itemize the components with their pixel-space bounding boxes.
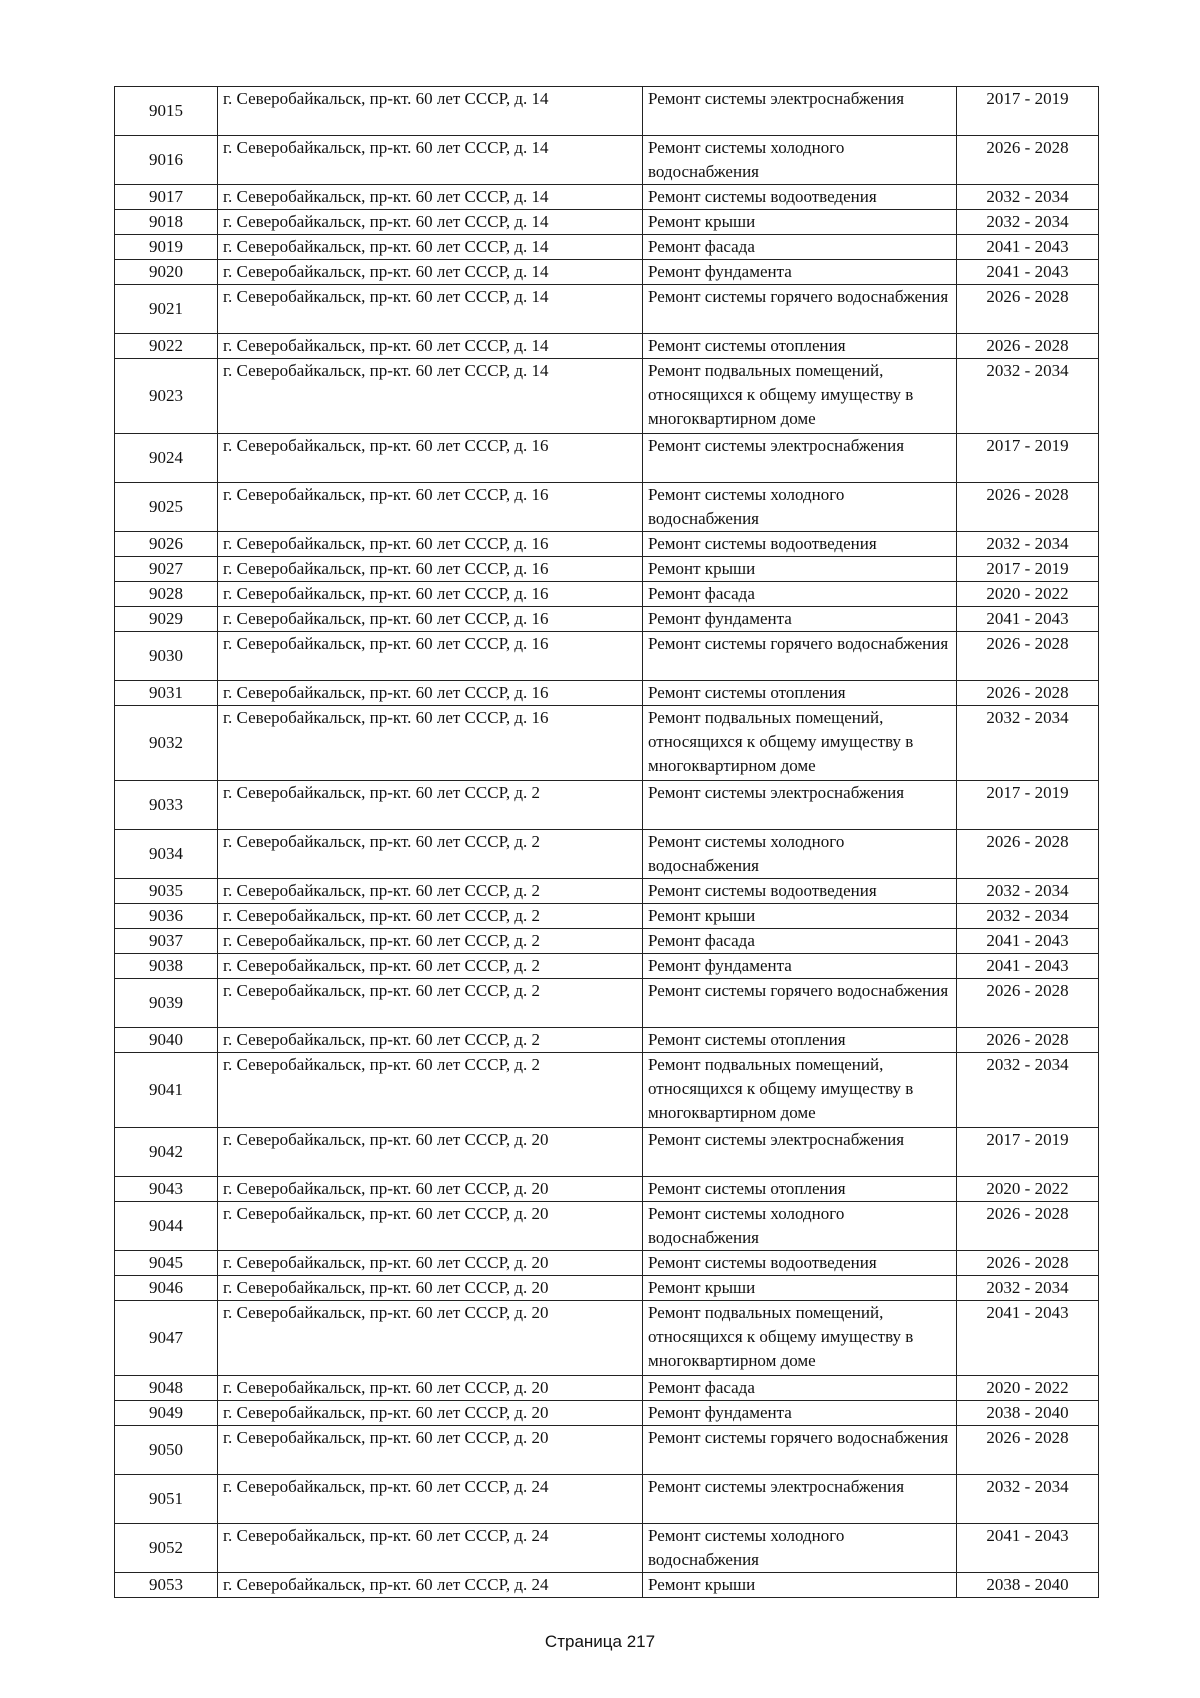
period-cell: 2032 - 2034 — [957, 1053, 1099, 1128]
table-row — [115, 781, 1099, 830]
address-cell: г. Северобайкальск, пр-кт. 60 лет СССР, д. 2 — [218, 879, 643, 904]
row-number-cell: 9017 — [115, 185, 218, 210]
row-number-cell: 9053 — [115, 1573, 218, 1598]
table-row — [115, 632, 1099, 681]
work-type-cell: Ремонт системы водоотведения — [643, 1251, 957, 1276]
work-type-cell: Ремонт системы электроснабжения — [643, 1128, 957, 1177]
table-row — [115, 532, 1099, 557]
address-cell: г. Северобайкальск, пр-кт. 60 лет СССР, д. 14 — [218, 87, 643, 136]
page-number: Страница 217 — [544, 1632, 656, 1651]
address-cell: г. Северобайкальск, пр-кт. 60 лет СССР, д. 16 — [218, 706, 643, 781]
address-cell: г. Северобайкальск, пр-кт. 60 лет СССР, д. 20 — [218, 1276, 643, 1301]
row-number-cell: 9043 — [115, 1177, 218, 1202]
period-cell: 2026 - 2028 — [957, 285, 1099, 334]
table-row — [115, 582, 1099, 607]
row-number-cell: 9019 — [115, 235, 218, 260]
address-cell: г. Северобайкальск, пр-кт. 60 лет СССР, д. 20 — [218, 1301, 643, 1376]
period-cell: 2026 - 2028 — [957, 1426, 1099, 1475]
table-row — [115, 1276, 1099, 1301]
row-number-cell: 9039 — [115, 979, 218, 1028]
address-cell: г. Северобайкальск, пр-кт. 60 лет СССР, д. 16 — [218, 681, 643, 706]
period-cell: 2041 - 2043 — [957, 260, 1099, 285]
table-row — [115, 185, 1099, 210]
table-row — [115, 334, 1099, 359]
period-cell: 2032 - 2034 — [957, 904, 1099, 929]
period-cell: 2017 - 2019 — [957, 434, 1099, 483]
address-cell: г. Северобайкальск, пр-кт. 60 лет СССР, д. 14 — [218, 260, 643, 285]
row-number-cell: 9018 — [115, 210, 218, 235]
period-cell: 2020 - 2022 — [957, 582, 1099, 607]
row-number-cell: 9036 — [115, 904, 218, 929]
period-cell: 2026 - 2028 — [957, 1028, 1099, 1053]
address-cell: г. Северобайкальск, пр-кт. 60 лет СССР, д. 20 — [218, 1128, 643, 1177]
row-number-cell: 9037 — [115, 929, 218, 954]
work-type-cell: Ремонт крыши — [643, 1573, 957, 1598]
work-type-cell: Ремонт крыши — [643, 904, 957, 929]
work-type-cell: Ремонт системы холодного водоснабжения — [643, 1202, 957, 1251]
row-number-cell: 9025 — [115, 483, 218, 532]
address-cell: г. Северобайкальск, пр-кт. 60 лет СССР, д. 14 — [218, 210, 643, 235]
row-number-cell: 9047 — [115, 1301, 218, 1376]
work-type-cell: Ремонт фасада — [643, 582, 957, 607]
work-type-cell: Ремонт фасада — [643, 1376, 957, 1401]
period-cell: 2032 - 2034 — [957, 359, 1099, 434]
address-cell: г. Северобайкальск, пр-кт. 60 лет СССР, д. 14 — [218, 185, 643, 210]
row-number-cell: 9045 — [115, 1251, 218, 1276]
work-type-cell: Ремонт системы горячего водоснабжения — [643, 632, 957, 681]
table-row — [115, 87, 1099, 136]
work-type-cell: Ремонт крыши — [643, 210, 957, 235]
row-number-cell: 9038 — [115, 954, 218, 979]
period-cell: 2026 - 2028 — [957, 681, 1099, 706]
table-row — [115, 235, 1099, 260]
row-number-cell: 9044 — [115, 1202, 218, 1251]
period-cell: 2038 - 2040 — [957, 1401, 1099, 1426]
row-number-cell: 9052 — [115, 1524, 218, 1573]
table-row — [115, 607, 1099, 632]
address-cell: г. Северобайкальск, пр-кт. 60 лет СССР, д. 14 — [218, 285, 643, 334]
row-number-cell: 9033 — [115, 781, 218, 830]
table-row — [115, 1202, 1099, 1251]
work-type-cell: Ремонт системы водоотведения — [643, 879, 957, 904]
period-cell: 2032 - 2034 — [957, 879, 1099, 904]
table-row — [115, 1128, 1099, 1177]
row-number-cell: 9051 — [115, 1475, 218, 1524]
table-row — [115, 557, 1099, 582]
period-cell: 2032 - 2034 — [957, 210, 1099, 235]
row-number-cell: 9050 — [115, 1426, 218, 1475]
work-type-cell: Ремонт системы электроснабжения — [643, 781, 957, 830]
work-type-cell: Ремонт подвальных помещений, относящихся к общему имуществу в многоквартирном доме — [643, 1053, 957, 1128]
period-cell: 2026 - 2028 — [957, 1202, 1099, 1251]
work-type-cell: Ремонт системы холодного водоснабжения — [643, 1524, 957, 1573]
period-cell: 2026 - 2028 — [957, 483, 1099, 532]
table-row — [115, 1028, 1099, 1053]
row-number-cell: 9046 — [115, 1276, 218, 1301]
row-number-cell: 9023 — [115, 359, 218, 434]
address-cell: г. Северобайкальск, пр-кт. 60 лет СССР, д. 24 — [218, 1524, 643, 1573]
row-number-cell: 9022 — [115, 334, 218, 359]
period-cell: 2041 - 2043 — [957, 954, 1099, 979]
address-cell: г. Северобайкальск, пр-кт. 60 лет СССР, д. 2 — [218, 830, 643, 879]
address-cell: г. Северобайкальск, пр-кт. 60 лет СССР, д. 20 — [218, 1177, 643, 1202]
row-number-cell: 9028 — [115, 582, 218, 607]
period-cell: 2017 - 2019 — [957, 87, 1099, 136]
period-cell: 2020 - 2022 — [957, 1376, 1099, 1401]
table-row — [115, 1573, 1099, 1598]
period-cell: 2032 - 2034 — [957, 185, 1099, 210]
table-row — [115, 260, 1099, 285]
row-number-cell: 9032 — [115, 706, 218, 781]
address-cell: г. Северобайкальск, пр-кт. 60 лет СССР, д. 14 — [218, 235, 643, 260]
work-type-cell: Ремонт системы электроснабжения — [643, 1475, 957, 1524]
address-cell: г. Северобайкальск, пр-кт. 60 лет СССР, д. 2 — [218, 954, 643, 979]
work-type-cell: Ремонт фундамента — [643, 954, 957, 979]
work-type-cell: Ремонт системы горячего водоснабжения — [643, 285, 957, 334]
address-cell: г. Северобайкальск, пр-кт. 60 лет СССР, д. 16 — [218, 434, 643, 483]
period-cell: 2017 - 2019 — [957, 781, 1099, 830]
address-cell: г. Северобайкальск, пр-кт. 60 лет СССР, д. 16 — [218, 483, 643, 532]
period-cell: 2032 - 2034 — [957, 532, 1099, 557]
address-cell: г. Северобайкальск, пр-кт. 60 лет СССР, д. 24 — [218, 1475, 643, 1524]
work-type-cell: Ремонт крыши — [643, 1276, 957, 1301]
table-row — [115, 1251, 1099, 1276]
row-number-cell: 9030 — [115, 632, 218, 681]
address-cell: г. Северобайкальск, пр-кт. 60 лет СССР, д. 16 — [218, 607, 643, 632]
row-number-cell: 9026 — [115, 532, 218, 557]
table-row — [115, 1301, 1099, 1376]
address-cell: г. Северобайкальск, пр-кт. 60 лет СССР, д. 16 — [218, 532, 643, 557]
table-row — [115, 904, 1099, 929]
work-type-cell: Ремонт подвальных помещений, относящихся к общему имуществу в многоквартирном доме — [643, 359, 957, 434]
row-number-cell: 9027 — [115, 557, 218, 582]
table-row — [115, 830, 1099, 879]
period-cell: 2026 - 2028 — [957, 830, 1099, 879]
row-number-cell: 9041 — [115, 1053, 218, 1128]
table-row — [115, 979, 1099, 1028]
work-type-cell: Ремонт подвальных помещений, относящихся к общему имуществу в многоквартирном доме — [643, 706, 957, 781]
address-cell: г. Северобайкальск, пр-кт. 60 лет СССР, д. 20 — [218, 1426, 643, 1475]
address-cell: г. Северобайкальск, пр-кт. 60 лет СССР, д. 20 — [218, 1376, 643, 1401]
row-number-cell: 9031 — [115, 681, 218, 706]
row-number-cell: 9029 — [115, 607, 218, 632]
table-row — [115, 954, 1099, 979]
repair-plan-table-body — [115, 87, 1099, 1598]
address-cell: г. Северобайкальск, пр-кт. 60 лет СССР, д. 14 — [218, 334, 643, 359]
address-cell: г. Северобайкальск, пр-кт. 60 лет СССР, д. 24 — [218, 1573, 643, 1598]
table-row — [115, 359, 1099, 434]
work-type-cell: Ремонт фасада — [643, 235, 957, 260]
row-number-cell: 9042 — [115, 1128, 218, 1177]
row-number-cell: 9048 — [115, 1376, 218, 1401]
period-cell: 2026 - 2028 — [957, 334, 1099, 359]
work-type-cell: Ремонт системы горячего водоснабжения — [643, 1426, 957, 1475]
period-cell: 2032 - 2034 — [957, 706, 1099, 781]
address-cell: г. Северобайкальск, пр-кт. 60 лет СССР, д. 16 — [218, 632, 643, 681]
table-row — [115, 706, 1099, 781]
work-type-cell: Ремонт системы электроснабжения — [643, 87, 957, 136]
address-cell: г. Северобайкальск, пр-кт. 60 лет СССР, д. 16 — [218, 557, 643, 582]
work-type-cell: Ремонт фундамента — [643, 260, 957, 285]
row-number-cell: 9016 — [115, 136, 218, 185]
period-cell: 2041 - 2043 — [957, 235, 1099, 260]
address-cell: г. Северобайкальск, пр-кт. 60 лет СССР, д. 2 — [218, 929, 643, 954]
table-row — [115, 136, 1099, 185]
address-cell: г. Северобайкальск, пр-кт. 60 лет СССР, д. 14 — [218, 136, 643, 185]
table-row — [115, 681, 1099, 706]
table-row — [115, 1376, 1099, 1401]
repair-plan-table — [114, 86, 1099, 1598]
address-cell: г. Северобайкальск, пр-кт. 60 лет СССР, д. 2 — [218, 904, 643, 929]
row-number-cell: 9021 — [115, 285, 218, 334]
address-cell: г. Северобайкальск, пр-кт. 60 лет СССР, д. 14 — [218, 359, 643, 434]
work-type-cell: Ремонт системы отопления — [643, 1028, 957, 1053]
period-cell: 2026 - 2028 — [957, 136, 1099, 185]
address-cell: г. Северобайкальск, пр-кт. 60 лет СССР, д. 20 — [218, 1251, 643, 1276]
work-type-cell: Ремонт системы горячего водоснабжения — [643, 979, 957, 1028]
table-row — [115, 483, 1099, 532]
period-cell: 2041 - 2043 — [957, 929, 1099, 954]
table-row — [115, 1401, 1099, 1426]
period-cell: 2041 - 2043 — [957, 607, 1099, 632]
address-cell: г. Северобайкальск, пр-кт. 60 лет СССР, д. 16 — [218, 582, 643, 607]
period-cell: 2032 - 2034 — [957, 1475, 1099, 1524]
period-cell: 2026 - 2028 — [957, 979, 1099, 1028]
work-type-cell: Ремонт фасада — [643, 929, 957, 954]
period-cell: 2017 - 2019 — [957, 1128, 1099, 1177]
period-cell: 2026 - 2028 — [957, 632, 1099, 681]
address-cell: г. Северобайкальск, пр-кт. 60 лет СССР, д. 2 — [218, 1028, 643, 1053]
work-type-cell: Ремонт фундамента — [643, 1401, 957, 1426]
work-type-cell: Ремонт системы отопления — [643, 681, 957, 706]
row-number-cell: 9040 — [115, 1028, 218, 1053]
period-cell: 2041 - 2043 — [957, 1301, 1099, 1376]
address-cell: г. Северобайкальск, пр-кт. 60 лет СССР, д. 2 — [218, 781, 643, 830]
work-type-cell: Ремонт системы холодного водоснабжения — [643, 136, 957, 185]
work-type-cell: Ремонт системы электроснабжения — [643, 434, 957, 483]
work-type-cell: Ремонт системы отопления — [643, 1177, 957, 1202]
table-row — [115, 1475, 1099, 1524]
row-number-cell: 9049 — [115, 1401, 218, 1426]
address-cell: г. Северобайкальск, пр-кт. 60 лет СССР, д. 2 — [218, 1053, 643, 1128]
work-type-cell: Ремонт системы холодного водоснабжения — [643, 483, 957, 532]
row-number-cell: 9015 — [115, 87, 218, 136]
row-number-cell: 9035 — [115, 879, 218, 904]
address-cell: г. Северобайкальск, пр-кт. 60 лет СССР, д. 20 — [218, 1401, 643, 1426]
table-row — [115, 1053, 1099, 1128]
table-row — [115, 285, 1099, 334]
work-type-cell: Ремонт системы водоотведения — [643, 185, 957, 210]
work-type-cell: Ремонт системы водоотведения — [643, 532, 957, 557]
table-row — [115, 210, 1099, 235]
period-cell: 2032 - 2034 — [957, 1276, 1099, 1301]
address-cell: г. Северобайкальск, пр-кт. 60 лет СССР, д. 2 — [218, 979, 643, 1028]
work-type-cell: Ремонт фундамента — [643, 607, 957, 632]
table-row — [115, 929, 1099, 954]
table-row — [115, 434, 1099, 483]
row-number-cell: 9020 — [115, 260, 218, 285]
row-number-cell: 9024 — [115, 434, 218, 483]
period-cell: 2020 - 2022 — [957, 1177, 1099, 1202]
work-type-cell: Ремонт системы отопления — [643, 334, 957, 359]
row-number-cell: 9034 — [115, 830, 218, 879]
period-cell: 2017 - 2019 — [957, 557, 1099, 582]
address-cell: г. Северобайкальск, пр-кт. 60 лет СССР, д. 20 — [218, 1202, 643, 1251]
table-row — [115, 1177, 1099, 1202]
period-cell: 2038 - 2040 — [957, 1573, 1099, 1598]
period-cell: 2026 - 2028 — [957, 1251, 1099, 1276]
table-row — [115, 879, 1099, 904]
work-type-cell: Ремонт системы холодного водоснабжения — [643, 830, 957, 879]
work-type-cell: Ремонт подвальных помещений, относящихся к общему имуществу в многоквартирном доме — [643, 1301, 957, 1376]
table-row — [115, 1426, 1099, 1475]
work-type-cell: Ремонт крыши — [643, 557, 957, 582]
table-row — [115, 1524, 1099, 1573]
period-cell: 2041 - 2043 — [957, 1524, 1099, 1573]
